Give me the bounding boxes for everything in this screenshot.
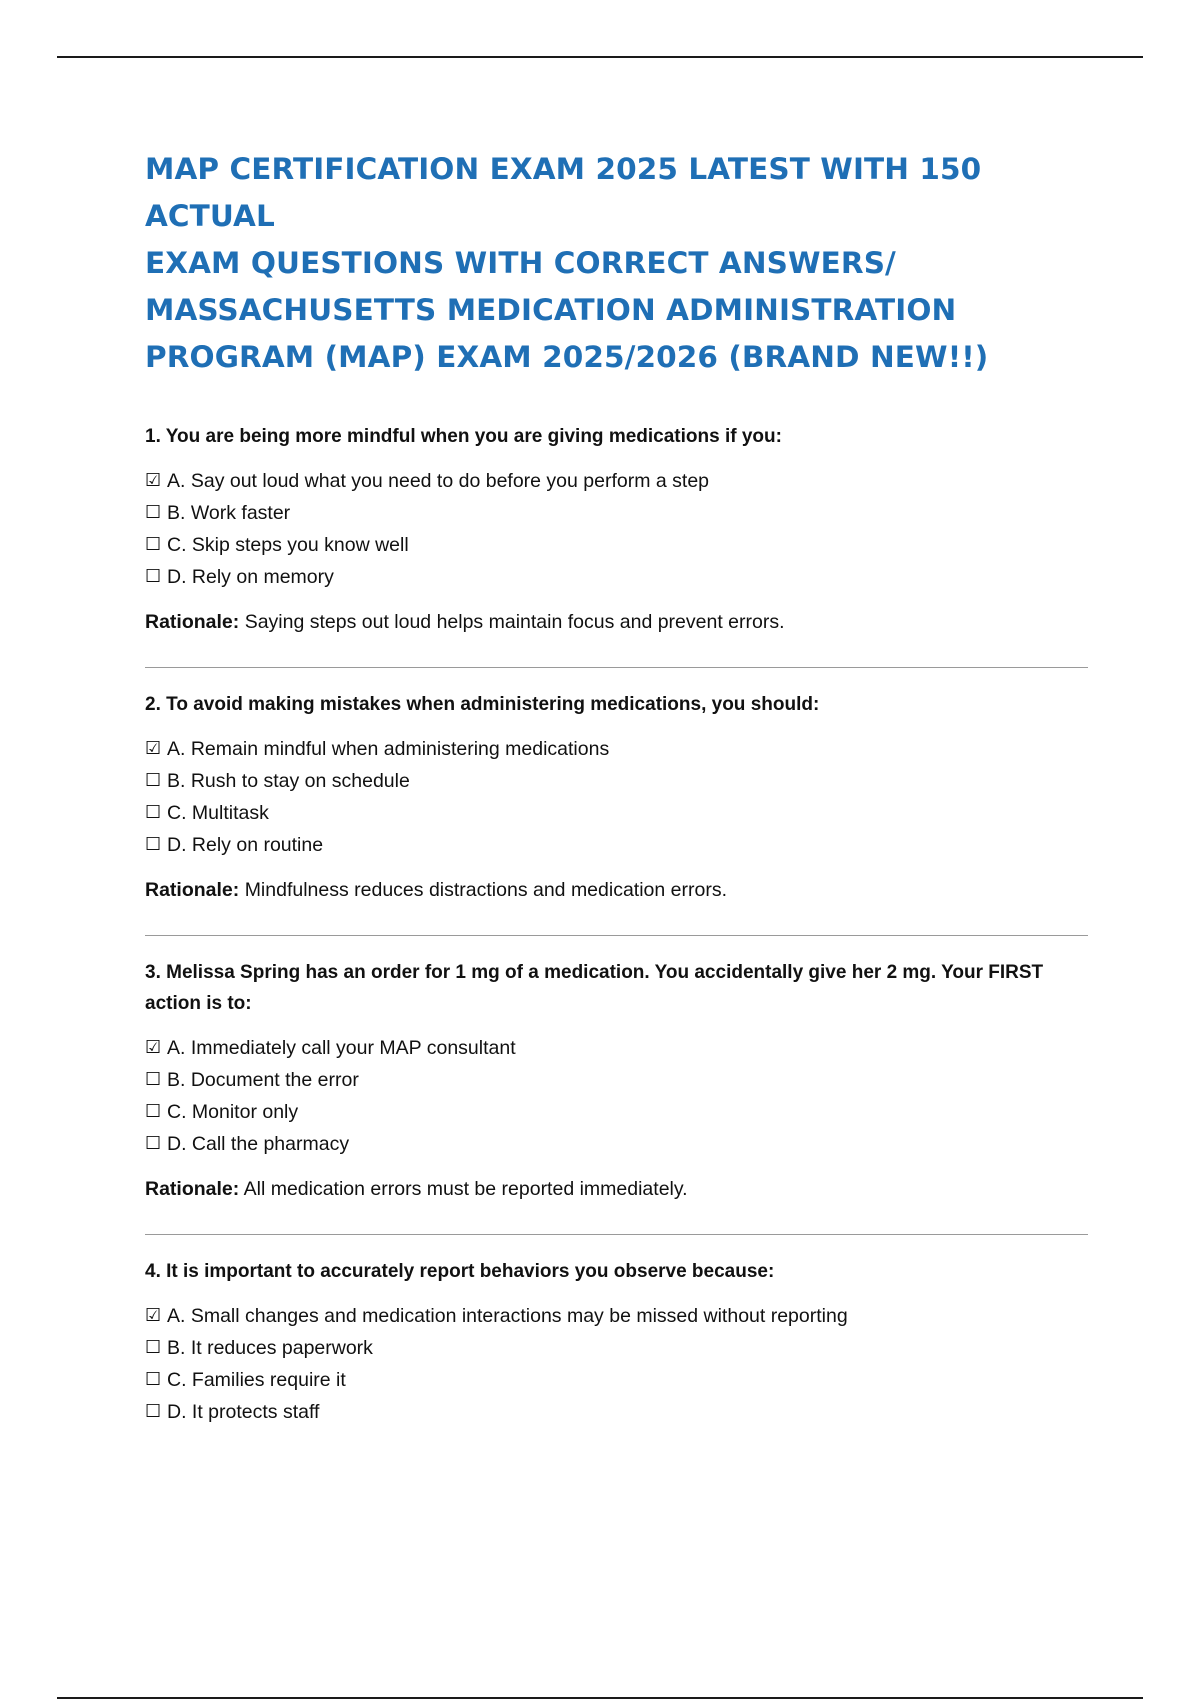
rationale-label: Rationale: [145,879,240,901]
option-text: B. Document the error [167,1069,359,1091]
unchecked-box-icon[interactable]: ☐ [145,834,162,855]
unchecked-box-icon[interactable]: ☐ [145,1401,162,1422]
option-b[interactable] [145,1332,1090,1364]
checked-box-icon[interactable]: ☑ [145,738,162,759]
document-title [145,146,1090,381]
option-b[interactable] [145,1064,1090,1096]
section-divider [145,1234,1088,1235]
option-text: B. Work faster [167,502,291,524]
option-c[interactable] [145,1096,1090,1128]
option-text: A. Immediately call your MAP consultant [167,1037,516,1059]
option-c[interactable] [145,797,1090,829]
question-prompt: 2. To avoid making mistakes when administering medications, you should: [145,694,820,715]
footer-rule [57,1697,1143,1699]
header-rule [57,56,1143,58]
option-text: A. Small changes and medication interactions may be missed without reporting [167,1305,848,1327]
checked-box-icon[interactable]: ☑ [145,1305,162,1326]
unchecked-box-icon[interactable]: ☐ [145,566,162,587]
option-text: D. Rely on routine [167,834,324,856]
rationale-label: Rationale: [145,611,240,633]
option-a[interactable] [145,465,1090,497]
question-1 [145,421,1090,638]
unchecked-box-icon[interactable]: ☐ [145,802,162,823]
option-text: C. Monitor only [167,1101,299,1123]
option-list [145,1300,1090,1428]
option-c[interactable] [145,1364,1090,1396]
unchecked-box-icon[interactable]: ☐ [145,1101,162,1122]
question-prompt: 4. It is important to accurately report behaviors you observe because: [145,1261,775,1282]
option-a[interactable] [145,1300,1090,1332]
option-text: C. Families require it [167,1369,346,1391]
title-line: PROGRAM (MAP) EXAM 2025/2026 (BRAND NEW!!) [145,340,989,374]
question-3 [145,957,1090,1205]
checked-box-icon[interactable]: ☑ [145,1037,162,1058]
section-divider [145,667,1088,668]
option-text: A. Remain mindful when administering medications [167,738,610,760]
option-text: D. It protects staff [167,1401,320,1423]
option-b[interactable] [145,497,1090,529]
rationale [145,874,1090,906]
document-page [145,146,1090,1428]
unchecked-box-icon[interactable]: ☐ [145,1133,162,1154]
rationale [145,606,1090,638]
option-text: D. Call the pharmacy [167,1133,350,1155]
title-line: MASSACHUSETTS MEDICATION ADMINISTRATION [145,293,957,327]
rationale-text: All medication errors must be reported immediately. [243,1178,688,1200]
option-text: C. Skip steps you know well [167,534,409,556]
option-a[interactable] [145,733,1090,765]
unchecked-box-icon[interactable]: ☐ [145,502,162,523]
unchecked-box-icon[interactable]: ☐ [145,534,162,555]
unchecked-box-icon[interactable]: ☐ [145,1369,162,1390]
rationale-label: Rationale: [145,1178,240,1200]
title-line: MAP CERTIFICATION EXAM 2025 LATEST WITH 150 ACTUAL [145,152,982,233]
option-text: D. Rely on memory [167,566,334,588]
option-d[interactable] [145,1128,1090,1160]
option-text: B. It reduces paperwork [167,1337,373,1359]
option-b[interactable] [145,765,1090,797]
question-2 [145,689,1090,906]
rationale [145,1173,1090,1205]
question-prompt: 3. Melissa Spring has an order for 1 mg of a medication. You accidentally give her 2 mg. Your FIRST action is to: [145,962,1044,1014]
option-list [145,465,1090,593]
option-list [145,733,1090,861]
option-list [145,1032,1090,1160]
option-d[interactable] [145,829,1090,861]
rationale-text: Mindfulness reduces distractions and medication errors. [244,879,727,901]
unchecked-box-icon[interactable]: ☐ [145,1069,162,1090]
option-a[interactable] [145,1032,1090,1064]
question-prompt: 1. You are being more mindful when you are giving medications if you: [145,426,782,447]
option-text: B. Rush to stay on schedule [167,770,410,792]
question-4 [145,1256,1090,1428]
title-line: EXAM QUESTIONS WITH CORRECT ANSWERS/ [145,246,896,280]
option-text: A. Say out loud what you need to do before you perform a step [167,470,710,492]
option-d[interactable] [145,561,1090,593]
option-c[interactable] [145,529,1090,561]
unchecked-box-icon[interactable]: ☐ [145,770,162,791]
rationale-text: Saying steps out loud helps maintain focus and prevent errors. [244,611,785,633]
option-d[interactable] [145,1396,1090,1428]
section-divider [145,935,1088,936]
unchecked-box-icon[interactable]: ☐ [145,1337,162,1358]
checked-box-icon[interactable]: ☑ [145,470,162,491]
option-text: C. Multitask [167,802,269,824]
